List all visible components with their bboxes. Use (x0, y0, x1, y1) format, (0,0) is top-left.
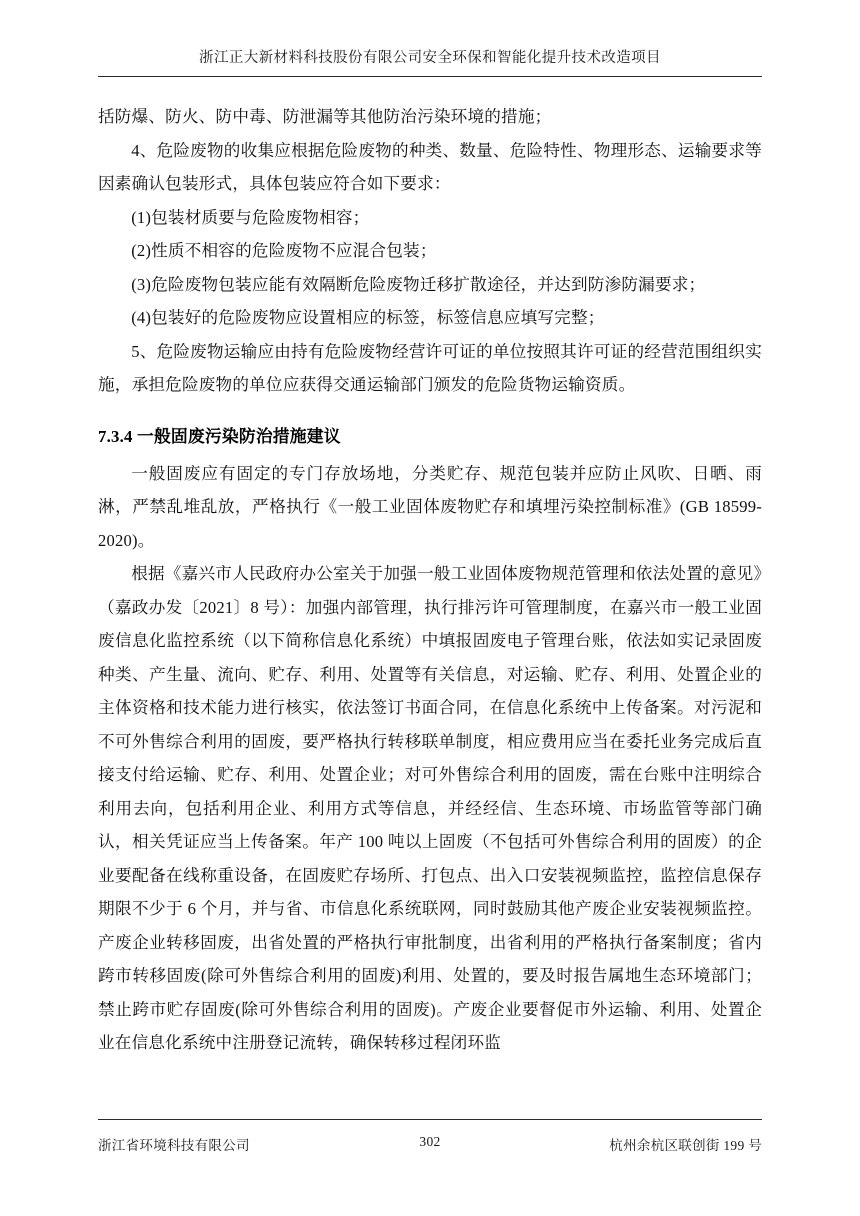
paragraph-item-4: 4、危险废物的收集应根据危险废物的种类、数量、危险特性、物理形态、运输要求等因素确认包装形式，具体包装应符合如下要求： (98, 140, 762, 193)
paragraph-sub-3: (3)危险废物包装应能有效隔断危险废物迁移扩散途径，并达到防渗防漏要求； (131, 274, 706, 294)
paragraph-policy-basis: 根据《嘉兴市人民政府办公室关于加强一般工业固体废物规范管理和依法处置的意见》（嘉政办发〔2021〕8 号）：加强内部管理，执行排污许可管理制度，在嘉兴市一般工业固废信息化监控系统（以下简称信息化系统）中填报固废电子管理台账，依法如实记录固废种类、产生量、流向、贮存、利用、处置等有关信息，对运输、贮存、利用、处置企业的主体资格和技术能力进行核实，依法签订书面合同，在信息化系统中上传备案。对污泥和不可外售综合利用的固废，要严格执行转移联单制度，相应费用应当在委托业务完成后直接支付给运输、贮存、利用、处置企业；对可外售综合利用的固废，需在台账中注明综合利用去向，包括利用企业、利用方式等信息，并经经信、生态环境、市场监管等部门确认，相关凭证应当上传备案。年产 100 吨以上固废（不包括可外售综合利用的固废）的企业要配备在线称重设备，在固废贮存场所、打包点、出入口安装视频监控，监控信息保存期限不少于 6 个月，并与省、市信息化系统联网，同时鼓励其他产废企业安装视频监控。产废企业转移固废，出省处置的严格执行审批制度，出省利用的严格执行备案制度；省内跨市转移固废(除可外售综合利用的固废)利用、处置的，要及时报告属地生态环境部门；禁止跨市贮存固废(除可外售综合利用的固废)。产废企业要督促市外运输、利用、处置企业在信息化系统中注册登记流转，确保转移过程闭环监 (98, 564, 762, 1052)
page-header (98, 48, 762, 68)
header-title: 浙江正大新材料科技股份有限公司安全环保和智能化提升技术改造项目 (199, 50, 661, 66)
footer-divider (98, 1119, 762, 1120)
paragraph-general-solid-waste: 一般固废应有固定的专门存放场地，分类贮存、规范包装并应防止风吹、日晒、雨淋，严禁乱堆乱放，严格执行《一般工业固体废物贮存和填埋污染控制标准》(GB 18599-2020)。 (98, 463, 762, 550)
paragraph-continued: 括防爆、防火、防中毒、防泄漏等其他防治污染环境的措施； (98, 107, 552, 126)
paragraph-sub-2: (2)性质不相容的危险废物不应混合包装； (131, 241, 437, 260)
footer-company-name: 浙江省环境科技有限公司 (98, 1138, 250, 1153)
page-footer (98, 1134, 762, 1154)
paragraph-sub-1: (1)包装材质要与危险废物相容； (131, 207, 370, 227)
document-body (98, 100, 762, 1060)
footer-address: 杭州余杭区联创街 199 号 (609, 1138, 762, 1153)
paragraph-item-5: 5、危险废物运输应由持有危险废物经营许可证的单位按照其许可证的经营范围组织实施，承担危险废物的单位应获得交通运输部门颁发的危险货物运输资质。 (98, 341, 762, 394)
footer-page-number: 302 (419, 1134, 441, 1149)
header-divider (98, 76, 762, 77)
page-content-area (98, 0, 762, 1216)
paragraph-sub-4: (4)包装好的危险废物应设置相应的标签，标签信息应填写完整； (131, 308, 605, 327)
section-heading-7-3-4: 7.3.4 一般固废污染防治措施建议 (98, 426, 341, 446)
